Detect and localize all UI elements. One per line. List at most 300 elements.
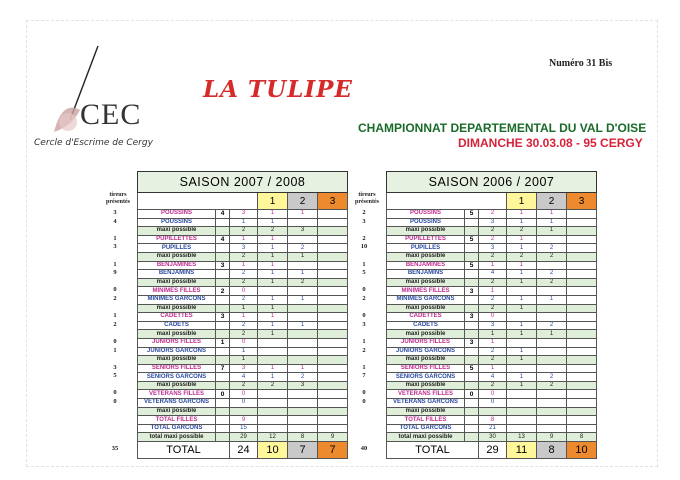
- table-row: [138, 373, 348, 382]
- group-count: [216, 407, 230, 416]
- category-label: maxi possible: [387, 330, 465, 339]
- medal-count: [507, 416, 537, 425]
- participants-count: 1: [479, 338, 507, 347]
- medal-count: 1: [258, 261, 288, 270]
- category-label: MINIMES GARCONS: [138, 295, 216, 304]
- medal-count-blank: [318, 424, 348, 433]
- tireurs-count: 0: [362, 389, 366, 396]
- tireurs-count: 0: [113, 389, 117, 396]
- medal-count-blank: [318, 356, 348, 365]
- tireurs-count: 1: [362, 338, 366, 345]
- medal-count-blank: [567, 356, 597, 365]
- tireurs-count: 0: [362, 312, 366, 319]
- medal-count: [288, 287, 318, 296]
- group-count: 5: [465, 364, 479, 373]
- medal-count: 2: [258, 381, 288, 390]
- medal-count: 2: [288, 278, 318, 287]
- medal-count: [288, 416, 318, 425]
- group-count: [465, 321, 479, 330]
- medal-count: 2: [507, 227, 537, 236]
- participants-count: 1: [230, 235, 258, 244]
- medal-count: 1: [258, 321, 288, 330]
- group-count: [216, 295, 230, 304]
- group-count: [216, 321, 230, 330]
- medal-count: 2: [537, 381, 567, 390]
- total-label: TOTAL: [387, 442, 479, 459]
- tireurs-count: 2: [362, 295, 366, 302]
- table-row: [387, 390, 597, 399]
- medal-count-blank: [318, 330, 348, 339]
- table-row: [138, 261, 348, 270]
- group-count: [216, 356, 230, 365]
- medal-count: 1: [258, 210, 288, 219]
- tireurs-count: 3: [113, 209, 117, 216]
- medal-count-blank: [567, 244, 597, 253]
- medal-count: 1: [288, 252, 318, 261]
- category-label: BENJAMINS: [138, 270, 216, 279]
- participants-count: 2: [479, 381, 507, 390]
- participants-count: 4: [479, 270, 507, 279]
- medal-count: [537, 313, 567, 322]
- participants-count: 1: [479, 330, 507, 339]
- participants-count: 2: [479, 227, 507, 236]
- participants-count: 3: [479, 244, 507, 253]
- category-label: SENIORS GARCONS: [387, 373, 465, 382]
- participants-count: 0: [230, 287, 258, 296]
- participants-count: 1: [230, 261, 258, 270]
- medal-count: 1: [258, 295, 288, 304]
- participants-count: 2: [479, 295, 507, 304]
- total-bronze: 7: [318, 442, 348, 459]
- medal-count-blank: [318, 227, 348, 236]
- total-row: [138, 442, 348, 459]
- table-row: [387, 210, 597, 219]
- category-label: maxi possible: [138, 356, 216, 365]
- issue-number: Numéro 31 Bis: [549, 58, 613, 69]
- category-label: CADETS: [138, 321, 216, 330]
- medal-count: [258, 407, 288, 416]
- tireurs-count: 0: [362, 398, 366, 405]
- season-header-row: [387, 172, 597, 193]
- category-label: BENJAMINES: [387, 261, 465, 270]
- medal-count: [288, 330, 318, 339]
- medal-count: [507, 390, 537, 399]
- medal-count: 1: [507, 210, 537, 219]
- medal-count: 1: [507, 330, 537, 339]
- participants-count: 0: [230, 390, 258, 399]
- participants-count: 1: [230, 304, 258, 313]
- medal-count-blank: [318, 390, 348, 399]
- category-label: maxi possible: [387, 227, 465, 236]
- table-row: [387, 261, 597, 270]
- medal-count: 3: [288, 381, 318, 390]
- table-row: [387, 278, 597, 287]
- medal-count: [507, 338, 537, 347]
- medal-count-blank: [318, 270, 348, 279]
- group-count: [465, 244, 479, 253]
- table-row: [138, 321, 348, 330]
- group-count: [465, 356, 479, 365]
- group-count: 3: [465, 338, 479, 347]
- tireurs-count: 10: [360, 243, 368, 250]
- group-count: 0: [216, 390, 230, 399]
- medal-count: 1: [258, 278, 288, 287]
- medal-count: 1: [507, 270, 537, 279]
- group-count: [216, 244, 230, 253]
- place-2-header: 2: [537, 193, 567, 210]
- tireurs-count: 2: [362, 209, 366, 216]
- category-label: SENIORS GARCONS: [138, 373, 216, 382]
- participants-count: 2: [479, 278, 507, 287]
- total-participants: 24: [230, 442, 258, 459]
- medal-count-blank: [567, 424, 597, 433]
- place-1-header: 1: [258, 193, 288, 210]
- group-count: [465, 381, 479, 390]
- category-label: SENIORS FILLES: [387, 364, 465, 373]
- participants-count: 2: [230, 252, 258, 261]
- table-row: [138, 416, 348, 425]
- participants-count: 2: [230, 330, 258, 339]
- tireurs-count: 1: [362, 364, 366, 371]
- table-row: [387, 235, 597, 244]
- medal-count: [288, 235, 318, 244]
- category-label: maxi possible: [387, 278, 465, 287]
- medal-count: 1: [507, 261, 537, 270]
- participants-count: 2: [230, 381, 258, 390]
- total-gold: 10: [258, 442, 288, 459]
- tireurs-count: 5: [113, 372, 117, 379]
- participants-count: 15: [230, 424, 258, 433]
- tireurs-label-line: présentés: [106, 199, 130, 205]
- medal-count: [537, 235, 567, 244]
- medal-count: [288, 407, 318, 416]
- participants-count: 1: [230, 356, 258, 365]
- table-row: [387, 252, 597, 261]
- medal-count-blank: [567, 270, 597, 279]
- medal-count: 1: [288, 321, 318, 330]
- medal-count-blank: [567, 330, 597, 339]
- group-count: [216, 433, 230, 442]
- medal-count: [258, 390, 288, 399]
- season-title: SAISON 2007 / 2008: [138, 172, 348, 193]
- total-label: TOTAL: [138, 442, 230, 459]
- medal-count: 1: [507, 295, 537, 304]
- medal-count: [537, 399, 567, 408]
- participants-count: 2: [230, 227, 258, 236]
- medal-count-blank: [567, 407, 597, 416]
- tireurs-count: 1: [113, 347, 117, 354]
- table-row: [387, 347, 597, 356]
- category-label: maxi possible: [138, 381, 216, 390]
- tireurs-count: 4: [113, 218, 117, 225]
- table-row: [138, 390, 348, 399]
- total-participants: 29: [479, 442, 507, 459]
- table-row: [387, 364, 597, 373]
- table-row: [387, 270, 597, 279]
- category-label: JUNIORS GARCONS: [138, 347, 216, 356]
- group-count: [465, 433, 479, 442]
- medal-count: 1: [537, 210, 567, 219]
- table-row: [138, 218, 348, 227]
- category-label: maxi possible: [138, 278, 216, 287]
- category-label: PUPILLETTES: [387, 235, 465, 244]
- category-label: maxi possible: [387, 407, 465, 416]
- places-header-blank: [138, 193, 258, 210]
- medal-count: [507, 424, 537, 433]
- medal-count: 1: [258, 364, 288, 373]
- table-row: [387, 399, 597, 408]
- participants-count: 2: [479, 356, 507, 365]
- medal-count: [258, 287, 288, 296]
- medal-count-blank: [318, 278, 348, 287]
- medal-count: [537, 416, 567, 425]
- category-label: TOTAL GARCONS: [138, 424, 216, 433]
- medal-count-blank: [318, 338, 348, 347]
- medal-count-blank: [318, 416, 348, 425]
- group-count: [216, 424, 230, 433]
- medal-count-blank: [567, 261, 597, 270]
- category-label: PUPILLES: [138, 244, 216, 253]
- group-count: [465, 304, 479, 313]
- season-title: SAISON 2006 / 2007: [387, 172, 597, 193]
- medal-count-blank: [567, 287, 597, 296]
- tireurs-count: 9: [113, 269, 117, 276]
- medal-count-blank: [318, 210, 348, 219]
- medal-count: [258, 399, 288, 408]
- participants-count: 1: [230, 218, 258, 227]
- group-count: [465, 218, 479, 227]
- total-silver: 8: [537, 442, 567, 459]
- tireurs-count: 1: [113, 312, 117, 319]
- group-count: [465, 270, 479, 279]
- participants-count: 9: [230, 416, 258, 425]
- total-row: [387, 442, 597, 459]
- tireurs-count: 3: [113, 243, 117, 250]
- medal-count-blank: [318, 218, 348, 227]
- category-label: VETERANS GARCONS: [387, 399, 465, 408]
- medal-count: [288, 338, 318, 347]
- group-count: 3: [216, 261, 230, 270]
- medal-count-blank: [318, 235, 348, 244]
- medal-count: 2: [537, 244, 567, 253]
- table-row: [138, 338, 348, 347]
- category-label: SENIORS FILLES: [138, 364, 216, 373]
- medal-count: 1: [258, 235, 288, 244]
- participants-count: 1: [479, 287, 507, 296]
- medal-count: 2: [537, 270, 567, 279]
- category-label: maxi possible: [387, 356, 465, 365]
- group-count: [216, 218, 230, 227]
- participants-count: 2: [479, 210, 507, 219]
- table-row: [138, 356, 348, 365]
- tireurs-total: 40: [360, 445, 368, 452]
- category-label: JUNIORS FILLES: [387, 338, 465, 347]
- participants-count: [479, 407, 507, 416]
- table-row: [138, 227, 348, 236]
- table-row: [387, 416, 597, 425]
- table-row: [387, 330, 597, 339]
- participants-count: [230, 407, 258, 416]
- tireurs-count: 2: [362, 347, 366, 354]
- medal-count: 1: [507, 347, 537, 356]
- table-row: [387, 356, 597, 365]
- medal-count: [537, 347, 567, 356]
- tireurs-label: [347, 192, 387, 206]
- medal-count: 1: [258, 218, 288, 227]
- medal-count-blank: [318, 321, 348, 330]
- group-count: [465, 295, 479, 304]
- medal-count-blank: [567, 252, 597, 261]
- medal-count-blank: [567, 210, 597, 219]
- category-label: PUPILLES: [387, 244, 465, 253]
- medal-count: [288, 424, 318, 433]
- medal-count-blank: [567, 227, 597, 236]
- table-row: [387, 373, 597, 382]
- category-label: POUSSINS: [138, 210, 216, 219]
- medal-count: 1: [288, 295, 318, 304]
- medal-count-blank: [567, 373, 597, 382]
- participants-count: 0: [230, 399, 258, 408]
- category-label: MINIMES GARCONS: [387, 295, 465, 304]
- group-count: [465, 373, 479, 382]
- group-count: [216, 347, 230, 356]
- table-row: [138, 278, 348, 287]
- medal-count: 3: [288, 227, 318, 236]
- medal-count-blank: [567, 390, 597, 399]
- medal-count: 2: [537, 278, 567, 287]
- group-count: [216, 399, 230, 408]
- medal-count: [507, 364, 537, 373]
- table-row: [387, 424, 597, 433]
- medal-count: 13: [507, 433, 537, 442]
- participants-count: 2: [230, 295, 258, 304]
- tireurs-count: 1: [362, 261, 366, 268]
- medal-count: [507, 399, 537, 408]
- place-2-header: 2: [288, 193, 318, 210]
- category-label: JUNIORS GARCONS: [387, 347, 465, 356]
- table-row: [138, 270, 348, 279]
- group-count: [216, 252, 230, 261]
- medal-count-blank: [318, 252, 348, 261]
- table-row: [138, 235, 348, 244]
- tireurs-count: 0: [113, 338, 117, 345]
- table-row: [387, 433, 597, 442]
- table-row: [138, 433, 348, 442]
- medal-count-blank: [318, 407, 348, 416]
- table-row: [387, 338, 597, 347]
- medal-count-blank: [567, 338, 597, 347]
- tireurs-count: 5: [362, 269, 366, 276]
- logo-subtitle: Cercle d'Escrime de Cergy: [34, 138, 153, 148]
- category-label: POUSSINS: [387, 210, 465, 219]
- medal-count: 2: [288, 373, 318, 382]
- group-count: [216, 381, 230, 390]
- participants-count: 4: [479, 373, 507, 382]
- group-count: [216, 373, 230, 382]
- category-label: TOTAL FILLES: [387, 416, 465, 425]
- category-label: MINIMES FILLES: [138, 287, 216, 296]
- medal-count: [258, 424, 288, 433]
- group-count: [465, 252, 479, 261]
- medal-count: [507, 407, 537, 416]
- category-label: total maxi possible: [138, 433, 216, 442]
- category-label: VETERANS FILLES: [387, 390, 465, 399]
- medal-count: [288, 390, 318, 399]
- category-label: BENJAMINS: [387, 270, 465, 279]
- group-count: 7: [216, 364, 230, 373]
- group-count: 1: [216, 338, 230, 347]
- medal-count: 2: [258, 227, 288, 236]
- places-header-blank: [387, 193, 507, 210]
- group-count: [216, 270, 230, 279]
- medal-count-blank: [318, 261, 348, 270]
- category-label: POUSSINS: [387, 218, 465, 227]
- category-label: maxi possible: [387, 252, 465, 261]
- medal-count-blank: [567, 304, 597, 313]
- participants-count: 0: [479, 390, 507, 399]
- participants-count: 2: [479, 304, 507, 313]
- medal-count: 1: [507, 244, 537, 253]
- table-row: [387, 321, 597, 330]
- group-count: [465, 330, 479, 339]
- medal-count: 1: [288, 364, 318, 373]
- category-label: maxi possible: [138, 407, 216, 416]
- category-label: total maxi possible: [387, 433, 465, 442]
- group-count: 3: [216, 313, 230, 322]
- table-row: [387, 407, 597, 416]
- group-count: 4: [216, 210, 230, 219]
- medal-count: 1: [507, 304, 537, 313]
- place-3-header: 3: [567, 193, 597, 210]
- place-1-header: 1: [507, 193, 537, 210]
- tireurs-count: 2: [113, 295, 117, 302]
- participants-count: 2: [230, 270, 258, 279]
- medal-count: 1: [507, 218, 537, 227]
- medal-count: [537, 424, 567, 433]
- medal-count-blank: [318, 304, 348, 313]
- medal-count: 1: [507, 321, 537, 330]
- total-gold: 11: [507, 442, 537, 459]
- medal-count-blank: [318, 313, 348, 322]
- season-table-2006-2007: [386, 171, 597, 459]
- medal-count: [537, 390, 567, 399]
- medal-count: 1: [507, 373, 537, 382]
- medal-count: 1: [288, 210, 318, 219]
- group-count: [216, 278, 230, 287]
- logo-text: CEC: [80, 98, 142, 131]
- medal-count: 2: [507, 252, 537, 261]
- tireurs-label-line: tireurs: [109, 192, 127, 198]
- medal-count-blank: [567, 278, 597, 287]
- group-count: [465, 407, 479, 416]
- table-row: [138, 399, 348, 408]
- tireurs-count: 1: [113, 261, 117, 268]
- medal-count-blank: [318, 399, 348, 408]
- group-count: [216, 227, 230, 236]
- participants-count: 3: [479, 321, 507, 330]
- participants-count: 21: [479, 424, 507, 433]
- table-row: [138, 287, 348, 296]
- medal-count-blank: [318, 364, 348, 373]
- category-label: TOTAL GARCONS: [387, 424, 465, 433]
- medal-count: 8: [288, 433, 318, 442]
- medal-count: 1: [537, 295, 567, 304]
- medal-count: [507, 313, 537, 322]
- medal-count-blank: [318, 287, 348, 296]
- tireurs-count: 2: [362, 235, 366, 242]
- category-label: maxi possible: [387, 381, 465, 390]
- medal-count: 1: [507, 278, 537, 287]
